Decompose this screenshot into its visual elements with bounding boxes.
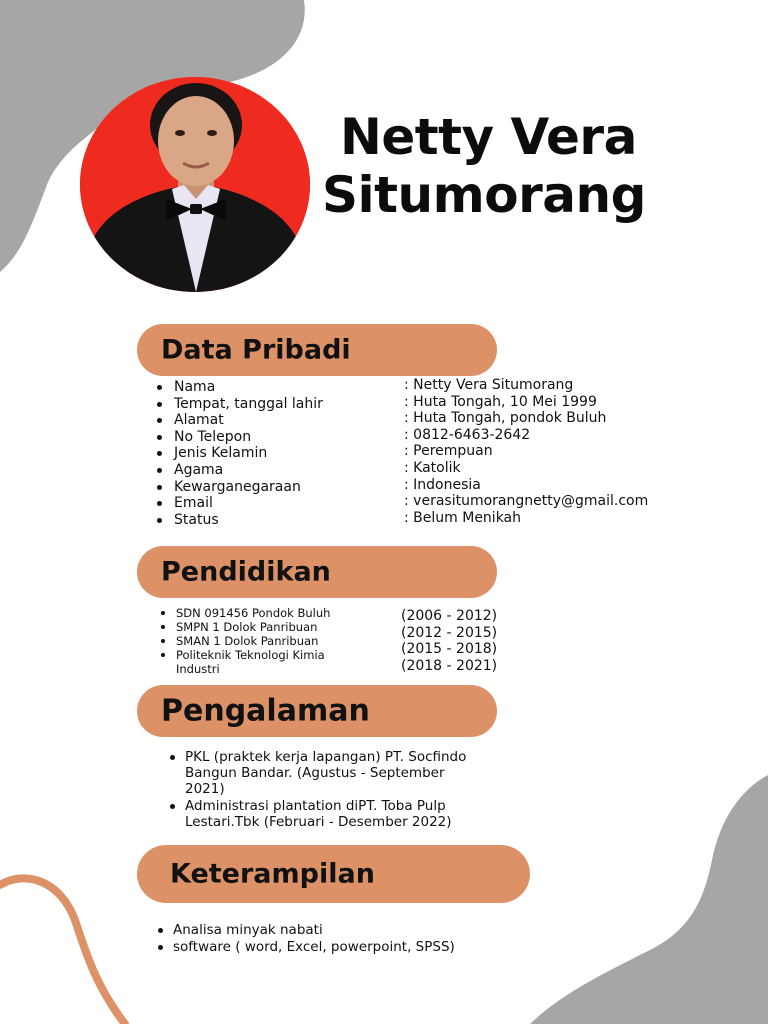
value-nama: : Netty Vera Situmorang: [404, 377, 574, 393]
section-title: Keterampilan: [170, 858, 375, 890]
list-item: Tempat, tanggal lahir: [174, 396, 323, 413]
section-title: Data Pribadi: [161, 334, 351, 366]
name-line-1: Netty Vera: [340, 108, 637, 166]
list-item: No Telepon: [174, 429, 323, 446]
education-years: [401, 608, 497, 674]
value-email: : verasitumorangnetty@gmail.com: [404, 493, 649, 510]
profile-photo: [80, 77, 310, 292]
list-item: Alamat: [174, 412, 323, 429]
year-range: (2018 - 2021): [401, 657, 498, 674]
list-item: PKL (praktek kerja lapangan) PT. Socfindo Bangun Bandar. (Agustus - September 2021): [185, 749, 466, 798]
value-telepon: : 0812-6463-2642: [404, 426, 531, 443]
list-item: Politeknik Teknologi Kimia Industri: [176, 648, 330, 676]
list-item: Nama: [174, 379, 323, 396]
section-header-keterampilan: [137, 845, 530, 903]
year-range: (2012 - 2015): [401, 624, 498, 641]
personal-data-values: [404, 377, 648, 526]
list-item: SMAN 1 Dolok Panribuan: [176, 634, 330, 648]
list-item: software ( word, Excel, powerpoint, SPSS): [173, 939, 455, 956]
list-item: Analisa minyak nabati: [173, 922, 455, 939]
education-list: [176, 606, 330, 676]
skills-list: [173, 922, 455, 955]
personal-data-list: [174, 379, 323, 528]
list-item: Status: [174, 512, 323, 529]
section-title: Pengalaman: [161, 693, 370, 729]
list-item: Email: [174, 495, 323, 512]
bottom-right-gray-blob: [530, 775, 768, 1024]
list-item: Agama: [174, 462, 323, 479]
value-status: : Belum Menikah: [404, 509, 522, 526]
bottom-left-orange-curve: [0, 878, 125, 1024]
value-alamat: : Huta Tongah, pondok Buluh: [404, 410, 607, 427]
person-portrait-icon: [80, 77, 310, 292]
section-title: Pendidikan: [161, 556, 331, 588]
full-name-heading: [322, 108, 652, 224]
value-agama: : Katolik: [404, 459, 461, 476]
experience-list: [185, 749, 466, 830]
list-item: SMPN 1 Dolok Panribuan: [176, 620, 330, 634]
name-line-2: Situmorang: [322, 166, 646, 224]
list-item: SDN 091456 Pondok Buluh: [176, 606, 330, 620]
section-header-data-pribadi: [137, 324, 497, 376]
section-header-pendidikan: [137, 546, 497, 598]
year-range: (2006 - 2012): [401, 608, 498, 624]
list-item: Administrasi plantation diPT. Toba Pulp Lestari.Tbk (Februari - Desember 2022): [185, 798, 466, 830]
value-jenis-kelamin: : Perempuan: [404, 443, 493, 460]
value-ttl: : Huta Tongah, 10 Mei 1999: [404, 393, 597, 410]
section-header-pengalaman: [137, 685, 497, 737]
value-kewarganegaraan: : Indonesia: [404, 476, 481, 493]
year-range: (2015 - 2018): [401, 641, 498, 658]
list-item: Kewarganegaraan: [174, 479, 323, 496]
list-item: Jenis Kelamin: [174, 445, 323, 462]
